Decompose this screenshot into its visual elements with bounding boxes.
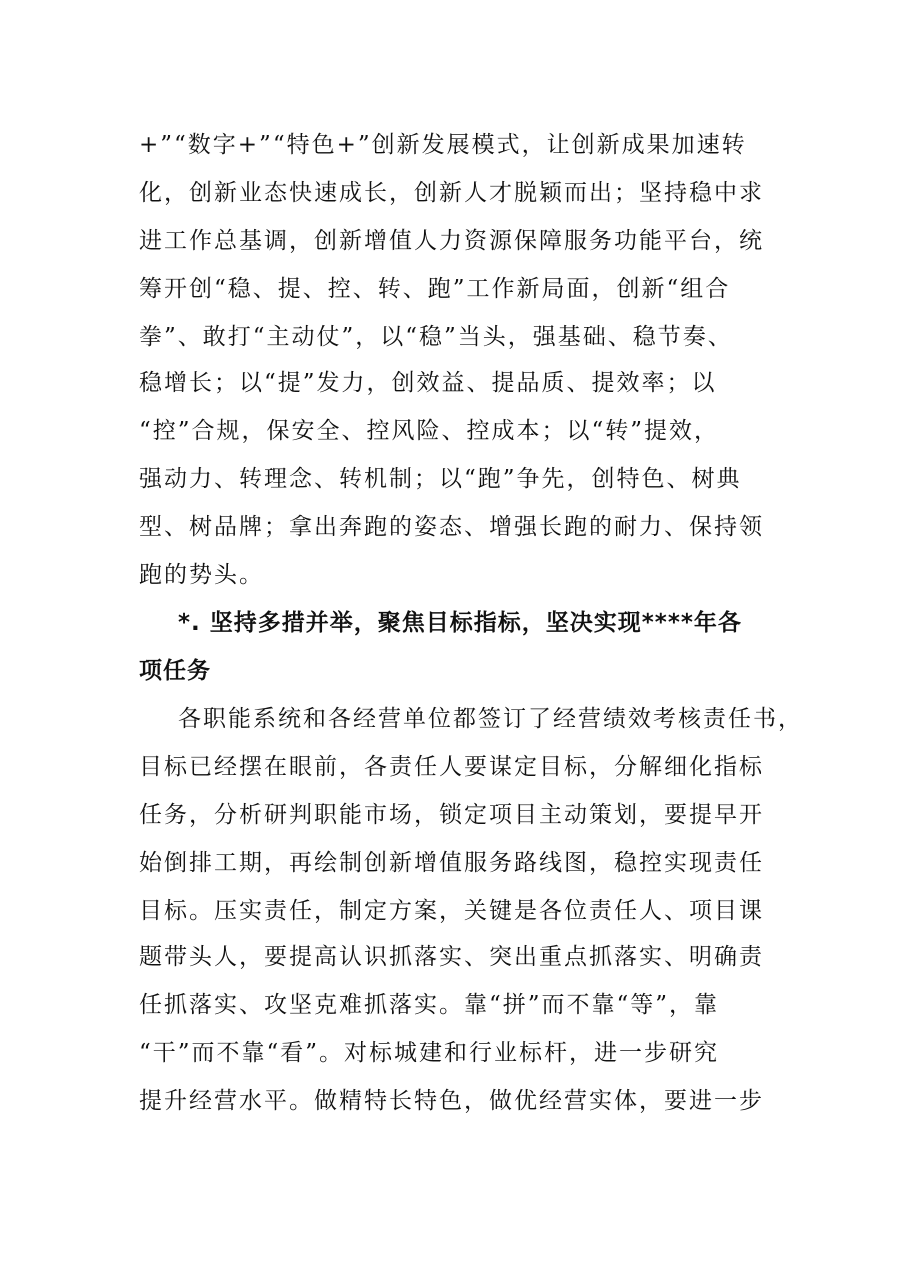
para1-line-8: 强动力、转理念、转机制；以“跑”争先，创特色、树典	[139, 466, 742, 492]
para1-line-7: “控”合规，保安全、控风险、控成本；以“转”提效，	[139, 418, 720, 444]
para2-line-2: 目标已经摆在眼前，各责任人要谋定目标，分解细化指标	[139, 754, 764, 780]
para2-line-6: 题带头人，要提高认识抓落实、突出重点抓落实、明确责	[139, 944, 764, 970]
para1-line-5: 拳”、敢打“主动仗”，以“稳”当头，强基础、稳节奏、	[139, 324, 733, 350]
para2-line-4: 始倒排工期，再绘制创新增值服务路线图，稳控实现责任	[139, 850, 764, 876]
para2-line-1: 各职能系统和各经营单位都签订了经营绩效考核责任书，	[178, 706, 803, 732]
section-heading-line-1: *. 坚持多措并举，聚焦目标指标，坚决实现****年各	[178, 610, 742, 636]
para2-line-7: 任抓落实、攻坚克难抓落实。靠“拼”而不靠“等”，靠	[139, 992, 720, 1018]
para2-line-8: “干”而不靠“看”。对标城建和行业标杆，进一步研究	[139, 1040, 720, 1066]
section-heading-line-2: 项任务	[139, 658, 211, 684]
para2-line-3: 任务，分析研判职能市场，锁定项目主动策划，要提早开	[139, 802, 764, 828]
para1-line-2: 化，创新业态快速成长，创新人才脱颖而出；坚持稳中求	[139, 180, 764, 206]
para2-line-9: 提升经营水平。做精特长特色，做优经营实体，要进一步	[139, 1088, 764, 1114]
para1-line-3: 进工作总基调，创新增值人力资源保障服务功能平台，统	[139, 228, 764, 254]
para1-line-9: 型、树品牌；拿出奔跑的姿态、增强长跑的耐力、保持领	[139, 514, 764, 540]
para1-line-4: 筹开创“稳、提、控、转、跑”工作新局面，创新“组合	[139, 276, 731, 302]
para2-line-5: 目标。压实责任，制定方案，关键是各位责任人、项目课	[139, 898, 764, 924]
para1-line-10: 跑的势头。	[139, 562, 264, 588]
para1-line-1: +”“数字+”“特色+”创新发展模式，让创新成果加速转	[139, 132, 747, 158]
para1-line-6: 稳增长；以“提”发力，创效益、提品质、提效率；以	[139, 370, 717, 396]
